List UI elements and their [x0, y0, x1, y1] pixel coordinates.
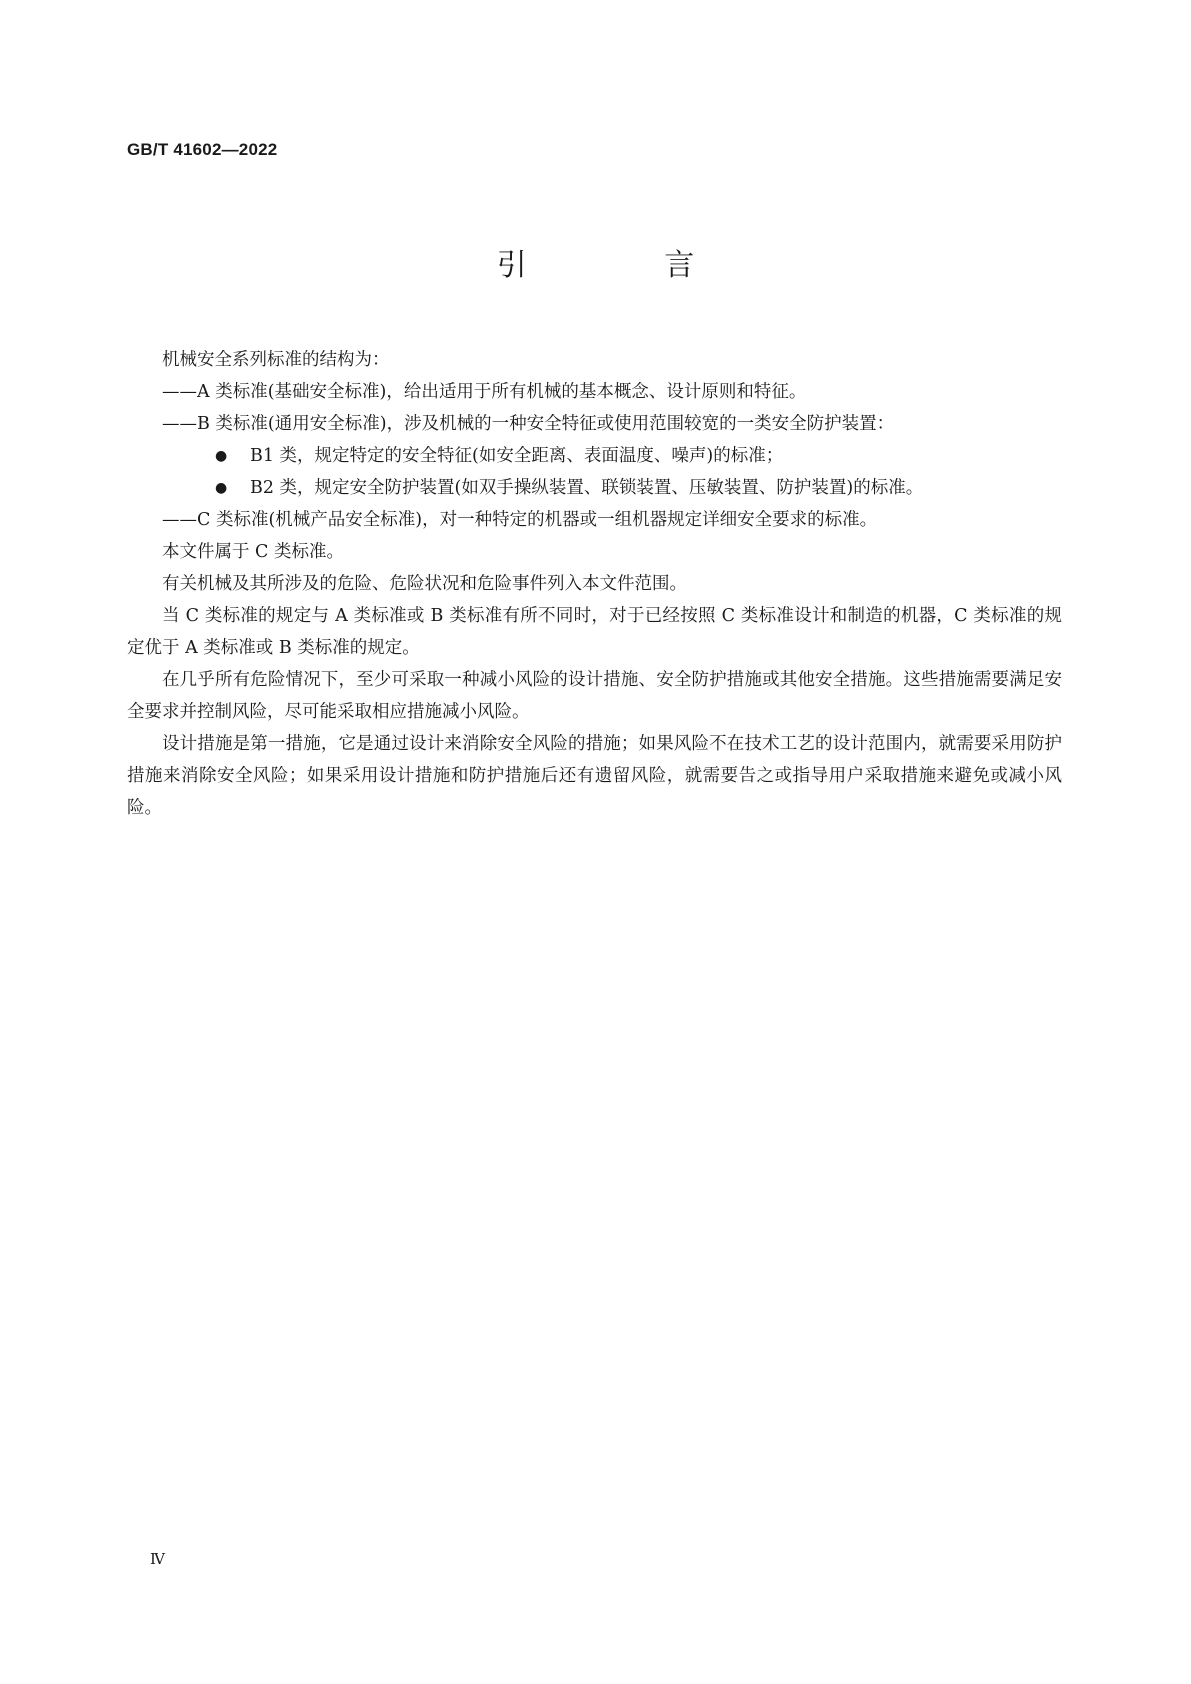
bullet-dot-icon: ● [215, 480, 228, 496]
bullet-text: B2 类，规定安全防护装置(如双手操纵装置、联锁装置、压敏装置、防护装置)的标准。 [250, 478, 924, 498]
list-item-a: ——A 类标准(基础安全标准)，给出适用于所有机械的基本概念、设计原则和特征。 [162, 382, 807, 402]
page-title: 引 言 [496, 248, 759, 283]
bullet-text: B1 类，规定特定的安全特征(如安全距离、表面温度、噪声)的标准； [250, 446, 784, 466]
paragraph: 当 C 类标准的规定与 A 类标准或 B 类标准有所不同时，对于已经按照 C 类标准设计和制造的机器，C 类标准的规定优于 A 类标准或 B 类标准的规定。 [127, 606, 1062, 658]
bullet-dot-icon: ● [215, 448, 228, 464]
list-item-b: ——B 类标准(通用安全标准)，涉及机械的一种安全特征或使用范围较宽的一类安全防护装置： [162, 414, 895, 434]
paragraph: 设计措施是第一措施，它是通过设计来消除安全风险的措施；如果风险不在技术工艺的设计范围内，就需要采用防护措施来消除安全风险；如果采用设计措施和防护措施后还有遗留风险，就需要告之或指导用户采取措施来避免或减小风险。 [127, 734, 1062, 818]
paragraph: 在几乎所有危险情况下，至少可采取一种减小风险的设计措施、安全防护措施或其他安全措施。这些措施需要满足安全要求并控制风险，尽可能采取相应措施减小风险。 [127, 670, 1062, 722]
document-body [127, 344, 1062, 824]
bullet-item-b2 [127, 472, 1062, 504]
page-number: Ⅳ [150, 1550, 165, 1568]
paragraph: 有关机械及其所涉及的危险、危险状况和危险事件列入本文件范围。 [162, 574, 687, 594]
bullet-item-b1 [127, 440, 1062, 472]
list-item-c: ——C 类标准(机械产品安全标准)，对一种特定的机器或一组机器规定详细安全要求的标准。 [162, 510, 878, 530]
paragraph: 本文件属于 C 类标准。 [162, 542, 345, 562]
standard-code: GB/T 41602—2022 [127, 140, 278, 159]
intro-paragraph: 机械安全系列标准的结构为： [162, 350, 390, 370]
